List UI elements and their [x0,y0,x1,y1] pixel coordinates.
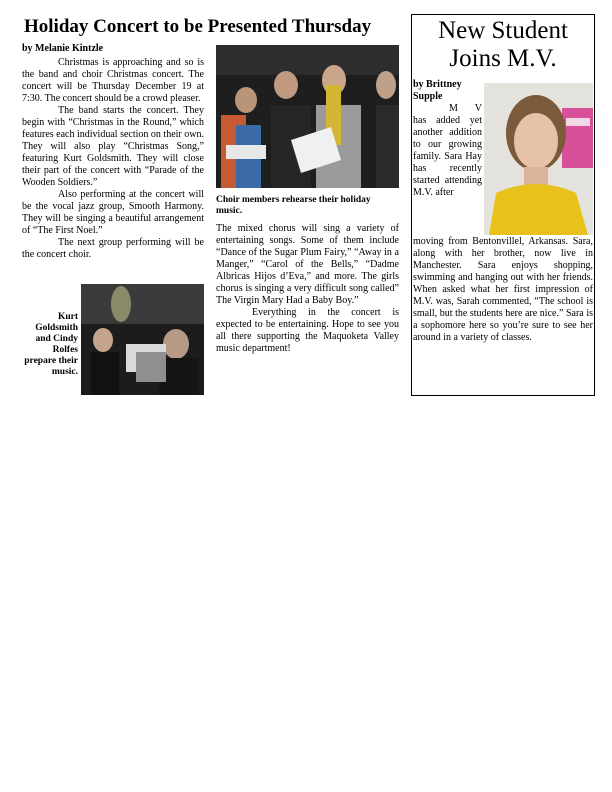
sara-photo-image [484,83,593,235]
choir-photo-image [216,45,399,188]
band-photo-caption: Kurt Goldsmith and Cindy Rolfes prepare their music. [24,312,78,377]
sidebar-body-bottom [413,236,593,344]
band-photo-image [81,284,204,395]
choir-photo-caption: Choir members rehearse their holiday music. [216,195,371,216]
main-column-2 [216,223,399,355]
main-headline: Holiday Concert to be Presented Thursday [24,16,372,37]
main-paragraph-3: Also performing at the concert will be the vocal jazz group, Smooth Harmony. They will be singing a beautiful arrangement of “The First Noel.” [22,189,204,236]
band-photo [81,284,204,395]
sidebar-body-top [413,103,482,199]
main-byline: by Melanie Kintzle [22,43,104,54]
main-paragraph-2: The band starts the concert. They begin with “Christmas in the Round,” which features each individual section on their own. They will also play “Christmas Song,” featuring Kurt Goldsmith. They will close their part of the concert with “Parade of the Wooden Soldiers.” [22,105,204,188]
main-paragraph-1: Christmas is approaching and so is the band and choir Christmas concert. The concert will be Thursday December 19 at 7:30. The concert should be a crowd pleaser. [22,57,204,104]
sidebar-headline-line1: New Student [438,17,568,44]
main-paragraph-4: The next group performing will be the concert choir. [22,237,204,260]
sara-photo [484,83,593,235]
sidebar-byline: by Brittney Supple [413,79,462,102]
main-column-1 [22,57,204,261]
sidebar-paragraph-top: M V has added yet another addition to our growing family. Sara Hay has recently started attending M.V. after [413,103,482,198]
choir-photo [216,45,399,188]
sidebar-headline-line2: Joins M.V. [449,45,557,72]
main-col2-paragraph-1: The mixed chorus will sing a variety of entertaining songs. Some of them include “Dance of the Sugar Plum Fairy,” “Away in a Manger,” “Carol of the Bells,” “Dadme Albricas Hijos d’Eva,” and more. The girls chorus is singing a very difficult song called” The Virgin Mary Had a Baby Boy.” [216,223,399,306]
main-col2-paragraph-2: Everything in the concert is expected to be entertaining. Hope to see you all there supporting the Maquoketa Valley music department! [216,307,399,354]
sidebar-paragraph-bottom: moving from Bentonvillel, Arkansas. Sara, along with her brother, now live in Manchester. Sara enjoys shopping, swimming and hanging out with her friends. When asked what her first impression of M.V. was, Sarah commented, “The school is small, but the students here are nice.” Sara is a sophomore here so you’re sure to see her around in a variety of classes. [413,236,593,343]
sidebar-box [411,14,595,396]
